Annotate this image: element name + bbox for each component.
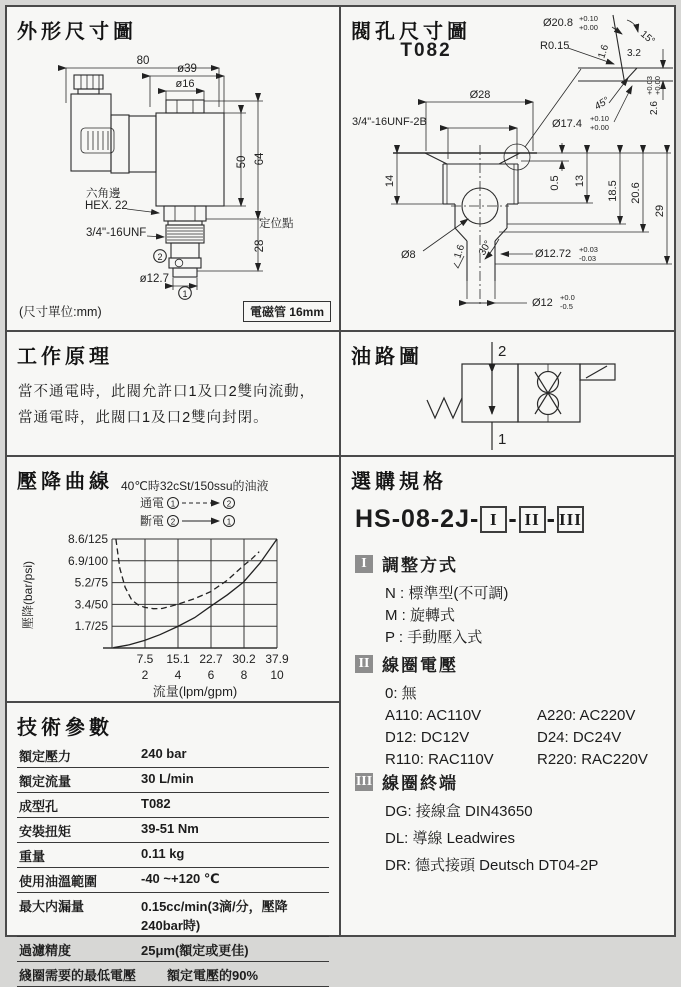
voltage-a110: A110: AC110V [385, 707, 482, 724]
spec-label: 安裝扭矩 [19, 824, 72, 839]
ordering-section-termination [355, 769, 664, 883]
dim-d12-72-tol-u: +0.03 [579, 245, 598, 254]
valve-outline-drawing [7, 7, 339, 330]
panel-cavity-dimensions [339, 5, 676, 332]
dim-d127: ø12.7 [139, 273, 169, 285]
dim-finish32: 3.2 [627, 48, 641, 59]
spec-label: 過濾精度 [19, 943, 72, 958]
spec-value: 39-51 Nm [141, 821, 199, 836]
dim-d12-72-tol-l: -0.03 [579, 254, 597, 263]
dim-d17-4-tol-u: +0.10 [590, 114, 609, 123]
symbol-port-1: 1 [498, 431, 507, 448]
curve-deenergized-solid [113, 539, 277, 648]
legend-energized-label: 通電 [140, 496, 165, 510]
dim-d20-8-tol-l: +0.00 [579, 23, 598, 32]
legend-deenergized-from: 2 [170, 517, 176, 527]
dim-thread-2b: 3/4"-16UNF-2B [352, 116, 427, 128]
x-tick-gpm-2: 6 [207, 668, 215, 682]
x-tick-lpm-1: 15.1 [166, 652, 190, 666]
table-row [17, 818, 329, 843]
x-tick-lpm-0: 7.5 [136, 652, 154, 666]
y-tick-3: 3.4/50 [74, 597, 108, 612]
chart-note: 40℃時32cSt/150ssu的油液 [121, 479, 269, 493]
symbol-port-2: 2 [498, 343, 507, 360]
chart-grid [103, 539, 277, 648]
panel-outline-dimensions [5, 5, 341, 332]
dim-d12-tol-u: +0.0 [560, 293, 575, 302]
x-axis-ticks [137, 652, 289, 682]
cartridge-tip [173, 268, 197, 277]
legend-energized-from: 1 [170, 499, 176, 509]
voltage-d12: D12: DC12V [385, 729, 470, 746]
dim-64: 64 [254, 152, 266, 166]
model-sep-2: - [546, 505, 556, 533]
voltage-d24: D24: DC24V [537, 729, 622, 746]
y-axis-label: 壓降(bar/psi) [21, 560, 35, 630]
spec-value: 0.11 kg [141, 846, 185, 861]
cartridge-body [171, 243, 199, 258]
voltage-r220: R220: RAC220V [537, 751, 648, 768]
table-row [17, 743, 329, 768]
ordering-section-voltage [355, 651, 664, 772]
panel-title-ordering: 選購規格 [351, 471, 447, 493]
principle-line-1: 當不通電時，此閥允許口1及口2雙向流動， [18, 384, 316, 400]
principle-line-2: 當通電時，此閥口1及口2雙向封閉。 [18, 410, 269, 426]
hex-nut [164, 206, 206, 221]
spec-value: 25μm(額定或更佳) [141, 943, 249, 958]
voltage-r110: R110: RAC110V [385, 751, 494, 768]
x-tick-lpm-4: 37.9 [265, 652, 289, 666]
y-tick-0: 8.6/125 [67, 532, 108, 546]
dim-16b: 1.6 [452, 243, 468, 260]
panel-title-curve: 壓降曲線 [17, 471, 113, 493]
dim-d17-4-tol-l: +0.00 [590, 123, 609, 132]
pressure-drop-chart [7, 457, 339, 701]
badge-roman-3: III [355, 773, 373, 789]
din-plug-body [71, 94, 111, 171]
dim-28: 28 [254, 239, 266, 253]
label-datum: 定位點 [259, 218, 294, 230]
section2-heading: 線圈電壓 [382, 656, 458, 675]
spec-label: 綫圈需要的最低電壓 [19, 968, 137, 983]
dim-angle45: 45° [592, 95, 612, 113]
spec-value: -40 ~+120 ℃ [141, 871, 220, 886]
x-tick-gpm-1: 4 [174, 668, 182, 682]
dim-chamfer16: 1.6 [596, 43, 612, 60]
model-code [355, 505, 585, 534]
spec-value: 0.15cc/min(3滴/分，壓降240bar時) [141, 899, 288, 933]
model-box-1: I [480, 506, 507, 533]
cavity-code: T082 [400, 40, 452, 61]
dim-80: 80 [136, 55, 150, 67]
adjustment-option-n: N : 標準型(不可調) [385, 585, 509, 602]
label-hex-cjk: 六角邊 [86, 188, 121, 200]
panel-title-principle: 工作原理 [17, 346, 113, 368]
top-nut [166, 100, 204, 113]
spec-value: 額定電壓的90% [167, 968, 259, 983]
spec-table [17, 743, 329, 987]
x-axis-label: 流量(lpm/gpm) [152, 684, 238, 699]
panel-title-circuit: 油路圖 [351, 346, 423, 368]
hydraulic-symbol-drawing [341, 332, 674, 455]
legend-deenergized-label: 斷電 [140, 514, 165, 528]
dim-29: 29 [654, 204, 666, 218]
dim-05: 0.5 [549, 175, 561, 191]
termination-dl: DL: 導線 Leadwires [385, 830, 516, 847]
spec-value: 30 L/min [141, 771, 194, 786]
ordering-section-adjustment [355, 551, 664, 650]
dim-50: 50 [236, 155, 248, 169]
dim-14: 14 [384, 174, 396, 188]
y-tick-2: 5.2/75 [74, 575, 108, 590]
chart-legend [140, 496, 235, 528]
dim-d20-8-tol-u: +0.10 [579, 14, 598, 23]
dim-h26: 2.6 [649, 101, 660, 115]
dim-13: 13 [574, 174, 586, 188]
panel-hydraulic-symbol [339, 330, 676, 457]
panel-title-cavity: 閥孔尺寸圖 [351, 21, 471, 43]
badge-roman-2: II [355, 655, 373, 673]
x-tick-gpm-3: 8 [240, 668, 248, 682]
table-row [17, 793, 329, 818]
dim-20-6: 20.6 [630, 182, 642, 204]
model-box-2: II [519, 506, 546, 533]
section3-heading: 線圈終端 [382, 774, 458, 793]
model-sep-1: - [508, 505, 518, 533]
spec-label: 重量 [19, 849, 46, 864]
dim-d12-72: Ø12.72 [535, 248, 572, 260]
dim-h26-group [645, 76, 662, 115]
dim-d17-4: Ø17.4 [552, 118, 582, 130]
dim-h26-tol-l: +0.00 [653, 76, 662, 95]
adjustment-option-m: M : 旋轉式 [385, 607, 455, 624]
panel-ordering-info [339, 455, 676, 937]
spec-value: 240 bar [141, 746, 187, 761]
adjustment-option-p: P : 手動壓入式 [385, 629, 483, 646]
legend-deenergized-to: 1 [226, 517, 232, 527]
dim-18-5: 18.5 [607, 180, 619, 202]
spec-label: 使用油溫範圍 [19, 874, 98, 889]
y-tick-1: 6.9/100 [67, 553, 108, 568]
panel-title-specs: 技術參數 [17, 717, 113, 739]
spec-label: 額定壓力 [19, 749, 72, 764]
dim-h26-tol-u: +0.03 [645, 76, 654, 95]
table-row [17, 768, 329, 793]
termination-dr: DR: 德式接頭 Deutsch DT04-2P [385, 857, 599, 874]
panel-technical-parameters [5, 701, 341, 983]
port1-number: 1 [182, 288, 188, 299]
table-row [17, 937, 329, 962]
x-tick-gpm-4: 10 [270, 668, 284, 682]
port2-number: 2 [157, 251, 163, 262]
model-prefix: HS-08-2J- [355, 505, 480, 533]
curve-energized-dashed [116, 539, 259, 609]
termination-dg: DG: 接線盒 DIN43650 [385, 803, 533, 820]
x-tick-lpm-3: 30.2 [232, 652, 256, 666]
legend-energized-to: 2 [226, 499, 232, 509]
coil-body [156, 113, 224, 206]
voltage-none: 0: 無 [385, 685, 417, 702]
dim-d28: Ø28 [469, 89, 491, 101]
x-tick-lpm-2: 22.7 [199, 652, 223, 666]
dim-angle30: 30° [477, 238, 495, 258]
symbol-open-position [462, 364, 518, 422]
cavity-drawing [341, 7, 674, 330]
label-thread: 3/4"-16UNF [86, 227, 147, 239]
panel-working-principle [5, 330, 341, 457]
model-box-3: III [557, 506, 584, 533]
label-hex22: HEX. 22 [85, 200, 128, 212]
panel-title-outline: 外形尺寸圖 [17, 21, 137, 43]
dim-d8: Ø8 [401, 249, 416, 261]
table-row [17, 962, 329, 987]
spec-label: 成型孔 [19, 799, 59, 814]
panel-pressure-drop-curve [5, 455, 341, 703]
dim-d39: ø39 [177, 63, 197, 75]
unit-note: (尺寸單位:mm) [19, 305, 102, 319]
dim-d20-8: Ø20.8 [543, 17, 573, 29]
x-tick-gpm-0: 2 [141, 668, 149, 682]
badge-roman-1: I [355, 555, 373, 573]
table-row [17, 843, 329, 868]
spec-label: 最大内漏量 [19, 899, 85, 914]
y-tick-4: 1.7/25 [74, 619, 108, 634]
spec-value: T082 [141, 796, 171, 811]
spec-label: 額定流量 [19, 774, 72, 789]
spring-symbol [427, 398, 462, 418]
dim-r015: R0.15 [540, 40, 570, 52]
table-row [17, 893, 329, 937]
section1-heading: 調整方式 [382, 556, 458, 575]
dim-angle15: 15° [638, 28, 657, 48]
y-axis-ticks [68, 532, 108, 633]
tube-size-box: 電磁管 16mm [243, 301, 331, 322]
dim-d12: Ø12 [532, 297, 553, 309]
dim-d12-tol-l: -0.5 [560, 302, 573, 311]
dim-d16: ø16 [175, 78, 195, 90]
voltage-a220: A220: AC220V [537, 707, 636, 724]
table-row [17, 868, 329, 893]
